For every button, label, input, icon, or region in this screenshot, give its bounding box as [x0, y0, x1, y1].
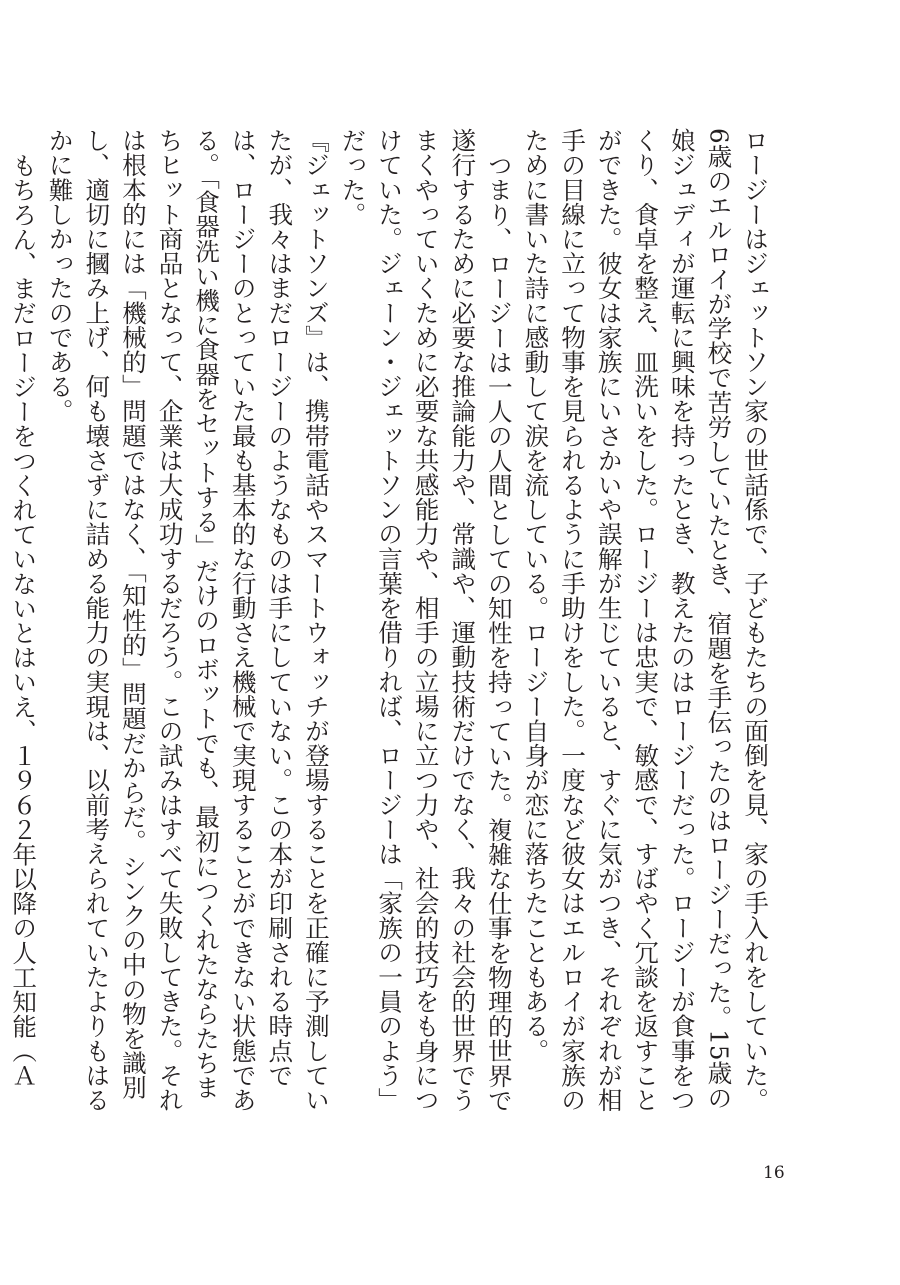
body-text	[9, 128, 773, 1113]
paragraph-jetsons-prediction: 『ジェットソンズ』は、携帯電話やスマートウォッチが登場することを正確に予測していたが、我々はまだロージーのようなものは手にしていない。この本が印刷される時点では、ロージーのとっていた最も基本的な行動さえ機械で実現することができない状態である。「食器洗い機に食器をセットする」だけのロボットでも、最初につくれたならたちまちヒット商品となって、企業は大成功するだろう。この試みはすべて失敗してきた。それは根本的には「機械的」問題ではなく、「知性的」問題だからだ。シンクの中の物を識別し、適切に摑み上げ、何も壊さずに詰める能力の実現は、以前考えられていたよりもはるかに難しかったのである。	[45, 128, 331, 1112]
page-number: 16	[763, 1163, 785, 1183]
paragraph-ai-progress: もちろん、まだロージーをつくれていないとはいえ、１９６２年以降の人工知能（Ａ	[9, 152, 39, 1088]
paragraph-rosie-intelligence: つまり、ロージーは一人の人間としての知性を持っていた。複雑な仕事を物理的世界で遂行するために必要な推論能力や、常識や、運動技術だけでなく、我々の社会的世界でうまくやっていくために必要な共感能力や、相手の立場に立つ力や、社会的技巧をも身につけていた。ジェーン・ジェットソンの言葉を借りれば、ロージーは「家族の一員のよう」だった。	[338, 128, 514, 1112]
paragraph-rosie-description: ロージーはジェットソン家の世話係で、子どもたちの面倒を見、家の手入れをしていた。6歳のエルロイが学校で苦労していたとき、宿題を手伝ったのはロージーだった。15歳の娘ジュディが運転に興味を持ったとき、教えたのはロージーだった。ロージーが食事をつくり、食卓を整え、皿洗いをした。ロージーは忠実で、敏感で、すばやく冗談を返すことができた。彼女は家族にいさかいや誤解が生じていると、すぐに気がつき、それぞれが相手の目線に立って物事を見られるように手助けをした。一度など彼女はエルロイが家族のために書いた詩に感動して涙を流している。ロージー自身が恋に落ちたこともある。	[521, 128, 770, 1112]
